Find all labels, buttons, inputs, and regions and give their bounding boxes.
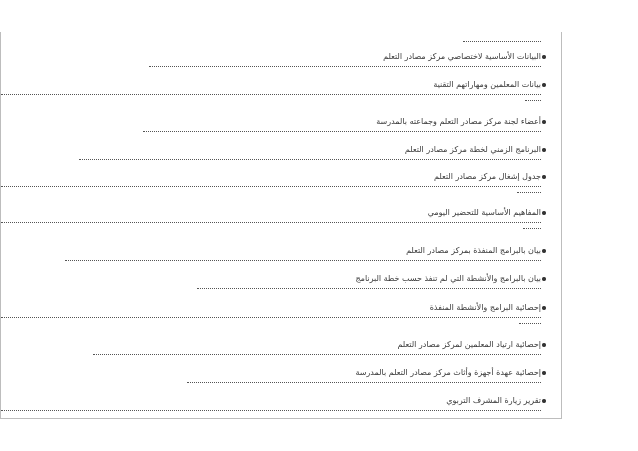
bullet-icon [542,148,546,152]
toc-item-label: المفاهيم الأساسية للتحضير اليومي [427,208,541,217]
toc-item[interactable] [1,274,561,298]
leader-dots [1,94,541,95]
leader-dots [65,260,541,261]
bullet-icon [542,399,546,403]
leader-dots [187,382,541,383]
bullet-icon [542,175,546,179]
bullet-icon [542,306,546,310]
bullet-icon [542,277,546,281]
toc-item[interactable] [1,208,561,232]
table-of-contents [1,32,561,418]
bullet-icon [542,55,546,59]
toc-item[interactable] [1,303,561,327]
toc-item-label: بيان بالبرامج المنفذة بمركز مصادر التعلم [406,246,541,255]
bullet-icon [542,343,546,347]
leader-dots [519,323,541,324]
toc-item-label: البيانات الأساسية لاختصاصي مركز مصادر التعلم [383,52,541,61]
leader-dots [1,410,541,411]
toc-item[interactable] [1,246,561,270]
bullet-icon [542,211,546,215]
leader-dots [79,159,541,160]
leader-dots [93,354,541,355]
document-page [0,32,562,419]
toc-item-label: بيانات المعلمين ومهاراتهم التقنية [433,80,541,89]
toc-item[interactable] [1,396,561,419]
toc-item[interactable] [1,145,561,169]
toc-item[interactable] [1,172,561,196]
toc-item[interactable] [1,52,561,76]
leader-dots [1,186,541,187]
toc-item[interactable] [1,368,561,392]
leader-dots [463,41,541,42]
leader-dots [197,288,541,289]
bullet-icon [542,83,546,87]
leader-dots [149,66,541,67]
toc-item-label: جدول إشغال مركز مصادر التعلم [434,172,541,181]
toc-item[interactable] [1,117,561,141]
bullet-icon [542,371,546,375]
leader-dots [517,192,541,193]
toc-item-label: إحصائية ارتياد المعلمين لمركز مصادر التعلم [397,340,541,349]
leader-dots [523,228,541,229]
toc-item-label: بيان بالبرامج والأنشطة التي لم تنفذ حسب خطة البرنامج [355,274,541,283]
toc-item[interactable] [1,80,561,104]
leader-dots [1,222,541,223]
toc-item-label: إحصائية عهدة أجهزة وأثاث مركز مصادر التعلم بالمدرسة [355,368,541,377]
toc-item-label: تقرير زيارة المشرف التربوي [446,396,541,405]
toc-item[interactable] [1,340,561,364]
leader-dots [1,317,541,318]
leader-dots [143,131,541,132]
toc-item-label: إحصائية البرامج والأنشطة المنفذة [429,303,541,312]
toc-item-label: أعضاء لجنة مركز مصادر التعلم وجماعته بالمدرسة [376,117,541,126]
bullet-icon [542,120,546,124]
bullet-icon [542,249,546,253]
toc-item-label: البرنامج الزمني لخطة مركز مصادر التعلم [404,145,541,154]
leader-dots [525,100,541,101]
